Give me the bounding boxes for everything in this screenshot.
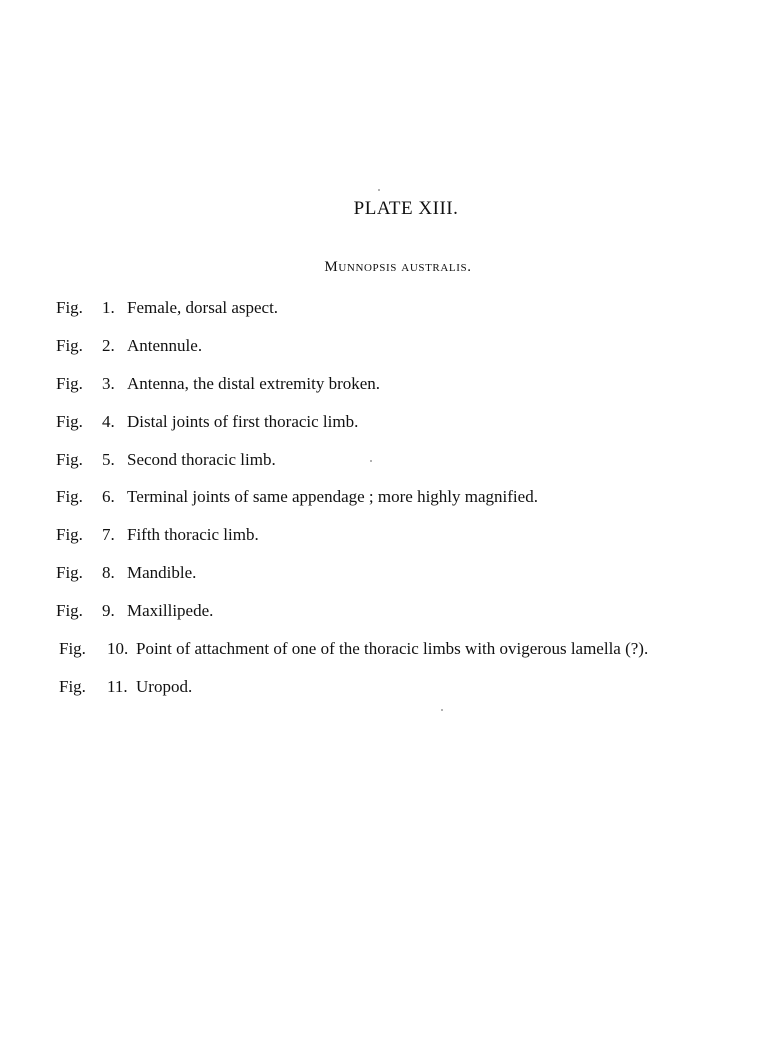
fig-number: 9.	[102, 601, 115, 621]
fig-description: Antennule.	[127, 335, 203, 355]
fig-description: Distal joints of first thoracic limb.	[127, 411, 359, 431]
fig-label: Fig.	[56, 411, 83, 431]
fig-number: 5.	[102, 449, 115, 469]
figure-caption	[56, 599, 648, 637]
figure-caption	[56, 675, 648, 713]
fig-label: Fig.	[56, 487, 83, 507]
fig-number: 11.	[107, 676, 128, 696]
fig-number: 8.	[102, 563, 115, 583]
fig-number: 7.	[102, 525, 115, 545]
fig-label: Fig.	[56, 601, 83, 621]
fig-description: Point of attachment of one of the thoracic limbs with ovigerous lamella (?).	[136, 639, 649, 659]
fig-description: Uropod.	[136, 676, 193, 696]
fig-label: Fig.	[56, 298, 83, 317]
plate-title: PLATE XIII.	[353, 198, 459, 219]
fig-description: Female, dorsal aspect.	[127, 298, 279, 317]
fig-description: Terminal joints of same appendage ; more highly magnified.	[127, 487, 538, 507]
species-heading: Munnopsis australis.	[324, 259, 472, 275]
figure-caption	[56, 410, 648, 448]
fig-number: 6.	[102, 487, 115, 507]
paper-speck	[441, 709, 443, 711]
fig-description: Fifth thoracic limb.	[127, 525, 259, 545]
figure-caption	[56, 372, 648, 410]
figure-caption	[56, 448, 648, 486]
figure-caption	[56, 296, 648, 334]
figure-list	[56, 296, 648, 713]
fig-label: Fig.	[56, 449, 83, 469]
fig-label: Fig.	[56, 373, 83, 393]
figure-caption	[56, 334, 648, 372]
paper-speck	[378, 189, 380, 191]
fig-description: Maxillipede.	[127, 601, 214, 621]
fig-label: Fig.	[59, 676, 86, 696]
paper-speck	[370, 460, 372, 462]
fig-label: Fig.	[56, 563, 83, 583]
fig-number: 1.	[102, 298, 115, 317]
figure-caption	[56, 485, 648, 523]
fig-label: Fig.	[56, 525, 83, 545]
figure-caption	[56, 561, 648, 599]
fig-description: Second thoracic limb.	[127, 449, 276, 469]
fig-number: 3.	[102, 373, 115, 393]
fig-description: Mandible.	[127, 563, 197, 583]
fig-number: 4.	[102, 411, 115, 431]
fig-number: 2.	[102, 335, 115, 355]
figure-caption	[56, 523, 648, 561]
fig-number: 10.	[107, 639, 129, 659]
figure-caption	[56, 637, 648, 675]
fig-label: Fig.	[56, 335, 83, 355]
fig-description: Antenna, the distal extremity broken.	[127, 373, 381, 393]
fig-label: Fig.	[59, 639, 86, 659]
